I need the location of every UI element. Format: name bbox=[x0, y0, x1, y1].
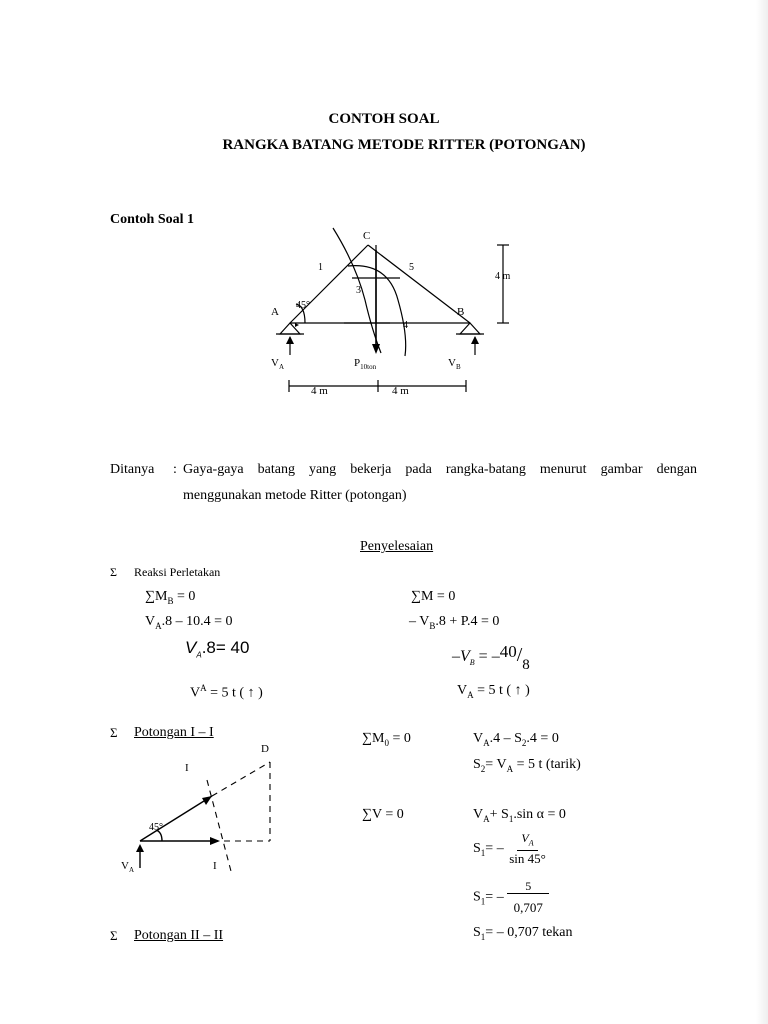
eq-va-value-right: $V_A = 5$ t ( ↑ ) bbox=[457, 683, 530, 700]
node-c-label: C bbox=[363, 230, 371, 242]
eq-s1-numeric: $S_1=$ – $\frac{5}{0,707}$ bbox=[473, 879, 549, 916]
doc-title-2: RANGKA BATANG METODE RITTER (POTONGAN) bbox=[222, 137, 586, 153]
question-colon: : bbox=[173, 462, 177, 477]
member-4-label: 4 bbox=[403, 320, 408, 331]
reaction-vb-label: $V_B$ bbox=[448, 357, 461, 372]
cut-1-angle-label: 45° bbox=[149, 822, 163, 833]
solution-heading: Penyelesaian bbox=[360, 539, 434, 554]
eq-va-moment: $V_A.8 - 10.4 = 0$ bbox=[145, 614, 233, 631]
doc-title-1: CONTOH SOAL bbox=[328, 111, 440, 127]
eq-s1-fraction: $S_1=$ – $\frac{V_A}{\sin 45^\circ}$ bbox=[473, 831, 546, 867]
node-b-label: B bbox=[457, 306, 465, 318]
eq-vb-moment: – $V_B.8 + P.4 = 0$ bbox=[409, 614, 500, 631]
eq-s2-result: $S_2= V_A = 5$ t (tarik) bbox=[473, 757, 581, 774]
example-heading: Contoh Soal 1 bbox=[110, 212, 195, 227]
member-5-label: 5 bbox=[409, 262, 414, 273]
cut-1-va-label: $V_A$ bbox=[121, 860, 135, 875]
member-1-label: 1 bbox=[318, 262, 323, 273]
reaksi-label: Reaksi Perletakan bbox=[134, 565, 221, 579]
cut-1-i-top-label: I bbox=[185, 762, 189, 774]
load-p-label: $P_{10ton}$ bbox=[354, 357, 377, 372]
cut-1-i-bottom-label: I bbox=[213, 860, 217, 872]
eq-sum-v: ∑V = 0 bbox=[362, 807, 404, 822]
support-b bbox=[460, 323, 480, 334]
reaction-va-label: $V_A$ bbox=[271, 357, 285, 372]
eq-s2-moment: $V_A.4 - S_2.4 = 0$ bbox=[473, 731, 559, 748]
potongan-1-label: Potongan I – I bbox=[134, 725, 214, 740]
eq-vb-result: $-V_B = -40/8$ bbox=[452, 642, 530, 673]
member-3-label: 3 bbox=[356, 285, 361, 296]
member-5 bbox=[368, 245, 470, 323]
truss-diagram bbox=[0, 0, 768, 420]
question-label: Ditanya bbox=[110, 462, 155, 477]
sigma-bullet-1: Σ bbox=[110, 565, 117, 579]
eq-sum-m: ∑M = 0 bbox=[411, 589, 456, 604]
eq-va-result: $V_A.8= 40$ bbox=[185, 638, 250, 660]
eq-sum-m0: $\sum M_0 = 0$ bbox=[362, 731, 411, 748]
sigma-bullet-2: Σ bbox=[110, 725, 118, 740]
cut-1-d-label: D bbox=[261, 743, 269, 755]
sigma-bullet-3: Σ bbox=[110, 928, 118, 943]
question-line-1: Gaya-gaya batang yang bekerja pada rangka-batang menurut gambar dengan bbox=[183, 462, 697, 477]
node-a-label: A bbox=[271, 306, 279, 318]
eq-s1-result: $S_1= - 0,707$ tekan bbox=[473, 925, 573, 942]
dim-right-label: 4 m bbox=[392, 385, 409, 397]
cut-line-i bbox=[207, 780, 232, 875]
dim-left-label: 4 m bbox=[311, 385, 328, 397]
eq-va-value: $V^A = 5$ t ( ↑ ) bbox=[190, 683, 263, 701]
eq-sum-mb: $\sum M_B = 0$ bbox=[145, 589, 196, 606]
member-1 bbox=[290, 245, 368, 323]
potongan-2-label: Potongan II – II bbox=[134, 928, 224, 943]
question-line-2: menggunakan metode Ritter (potongan) bbox=[183, 488, 407, 503]
height-label: 4 m bbox=[495, 271, 511, 282]
angle-45-label: 45° bbox=[296, 300, 310, 311]
eq-s1-vertical: $V_A+ S_1.\sin$ α = 0 bbox=[473, 807, 566, 824]
member-s1 bbox=[140, 796, 212, 841]
